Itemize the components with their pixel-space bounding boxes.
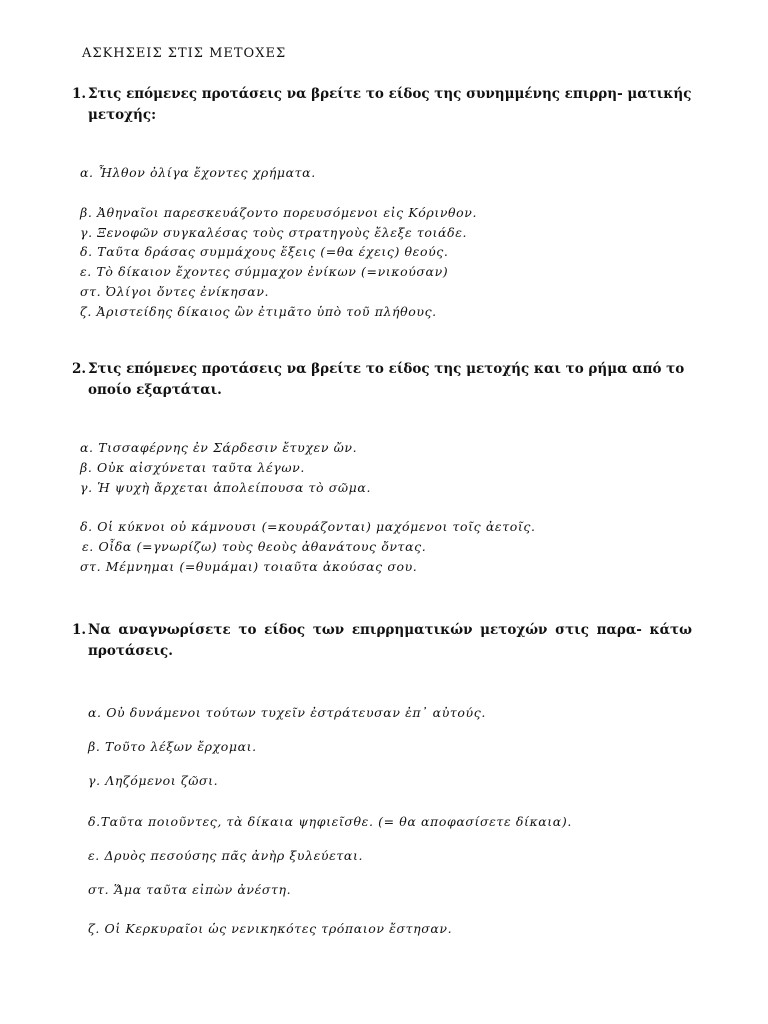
page-title: ΑΣΚΗΣΕΙΣ ΣΤΙΣ ΜΕΤΟΧΕΣ [82,46,287,61]
exercise-2-prompt [72,359,692,401]
sentence-2f: στ. Μέμνημαι (=θυμάμαι) τοιαῦτα ἀκούσας σου. [80,559,418,574]
sentence-3c: γ. Ληζόμενοι ζῶσι. [88,773,219,788]
sentence-3f: στ. Ἅμα ταῦτα εἰπὼν ἀνέστη. [88,882,292,897]
sentence-3g: ζ. Οἱ Κερκυραῖοι ὡς νενικηκότες τρόπαιον ἔστησαν. [88,921,453,936]
sentence-1f: στ. Ὀλίγοι ὄντες ἐνίκησαν. [80,284,270,299]
sentence-1d: δ. Ταῦτα δράσας συμμάχους ἕξεις (=θα έχεις) θεούς. [80,244,449,259]
exercise-1-prompt [72,84,692,126]
sentence-1b: β. Ἀθηναῖοι παρεσκευάζοντο πορευσόμενοι εἰς Κόρινθον. [80,205,478,220]
sentence-3a: α. Οὐ δυνάμενοι τούτων τυχεῖν ἐστράτευσαν ἐπ᾽ αὐτούς. [88,705,486,720]
sentence-2e: ε. Οἶδα (=γνωρίζω) τοὺς θεοὺς ἀθανάτους ὄντας. [82,539,427,554]
exercise-instruction: Στις επόμενες προτάσεις να βρείτε το είδος της μετοχής και το ρήμα από το οποίο εξαρτάται. [88,361,685,398]
sentence-1e: ε. Τὸ δίκαιον ἔχοντες σύμμαχον ἐνίκων (=νικούσαν) [80,264,449,279]
sentence-2b: β. Οὐκ αἰσχύνεται ταῦτα λέγων. [80,460,305,475]
exercise-number: 2. [72,361,87,377]
sentence-2c: γ. Ἡ ψυχὴ ἄρχεται ἀπολείπουσα τὸ σῶμα. [80,480,372,495]
exercise-instruction: Στις επόμενες προτάσεις να βρείτε το είδος της συνημμένης επιρρη- ματικής μετοχής: [88,86,692,123]
sentence-3d: δ.Ταῦτα ποιοῦντες, τὰ δίκαια ψηφιεῖσθε. (= θα αποφασίσετε δίκαια). [88,814,572,829]
exercise-number: 1. [72,622,87,638]
exercise-3-prompt [72,620,692,662]
sentence-3e: ε. Δρυὸς πεσούσης πᾶς ἀνὴρ ξυλεύεται. [88,848,364,863]
exercise-instruction: Να αναγνωρίσετε το είδος των επιρρηματικών μετοχών στις παρα- κάτω προτάσεις. [88,622,692,659]
sentence-1c: γ. Ξενοφῶν συγκαλέσας τοὺς στρατηγοὺς ἔλεξε τοιάδε. [80,225,468,240]
sentence-2d: δ. Οἱ κύκνοι οὐ κάμνουσι (=κουράζονται) μαχόμενοι τοῖς ἀετοῖς. [80,519,536,534]
sentence-2a: α. Τισσαφέρνης ἐν Σάρδεσιν ἔτυχεν ὤν. [80,440,358,455]
sentence-3b: β. Τοῦτο λέξων ἔρχομαι. [88,739,257,754]
sentence-1a: α. Ἦλθον ὀλίγα ἔχοντες χρήματα. [80,165,316,180]
exercise-number: 1. [72,86,87,102]
sentence-1g: ζ. Ἀριστείδης δίκαιος ὢν ἐτιμᾶτο ὑπὸ τοῦ πλήθους. [80,304,437,319]
